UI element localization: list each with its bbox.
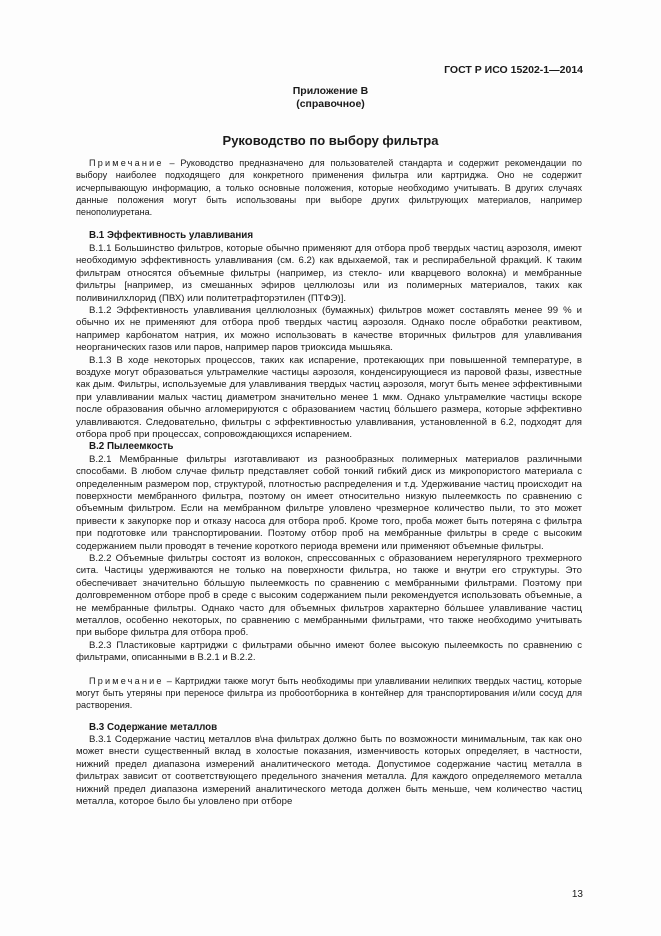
note-1-label: Примечание <box>89 158 164 168</box>
standard-number: ГОСТ Р ИСО 15202-1—2014 <box>444 64 583 76</box>
page-number: 13 <box>571 889 583 900</box>
spacer <box>76 665 582 675</box>
paragraph-b2-1: В.2.1 Мембранные фильтры изготавливают из разнообразных полимерных материалов различными способами. В любом случае фильтр представляет собой тонкий гибкий диск из микропористого материала с определенным размером пор, структурой, плотностью распределения и т.д. Удерживание частиц происходит на поверхности мембранного фильтра, поэтому он имеет относительно низкую пылеемкость по сравнению с объемным фильтром. Если на мембранном фильтре уловлено чрезмерное количество пыли, то это может привести к закупорке пор и отказу насоса для отбора проб. Кроме того, проба может быть потеряна с фильтра при подготовке или транспортировании. Поэтому отбор проб на мембранные фильтры в среде с высоким содержанием пыли проводят в течение короткого периода времени или применяют объемные фильтры. <box>76 453 582 552</box>
note-2 <box>76 675 582 712</box>
paragraph-b1-1: В.1.1 Большинство фильтров, которые обычно применяют для отбора проб твердых частиц аэрозоля, имеют необходимую эффективность улавливания (см. 6.2) как вдыхаемой, так и респирабельной фракций. К таким фильтрам относятся объемные фильтры (например, из стекло- или кварцевого волокна) и мембранные фильтры [например, из смешанных эфиров целлюлозы или из полимерных материалов, таких как поливинилхлорид (ПВХ) или политетрафторэтилен (ПТФЭ)]. <box>76 242 582 304</box>
page-title: Руководство по выбору фильтра <box>222 133 439 148</box>
paragraph-b2-2: В.2.2 Объемные фильтры состоят из волокон, спрессованных с образованием нерегулярного трехмерного сита. Частицы удерживаются не только на поверхности фильтра, но также и внутри его структуры. Это обеспечивает значительно бóльшую пылеемкость по сравнению с мембранными фильтрами. Поэтому при долговременном отборе проб в среде с высоким содержанием пыли рекомендуется использовать объемные, а не мембранные фильтры. Однако часто для объемных фильтров характерно бóльшее улавливание частиц металлов, особенно некоторых, по сравнению с мембранными фильтрами, что также необходимо учитывать при выборе фильтра для отбора проб. <box>76 553 582 639</box>
paragraph-b1-3: В.1.3 В ходе некоторых процессов, таких как испарение, протекающих при повышенной температуре, в воздухе могут образоваться ультрамелкие частицы аэрозоля, конденсирующиеся из паровой фазы, известные как дым. Фильтры, используемые для улавливания твердых частиц аэрозоля, могут быть менее эффективными при улавливании малых частиц диаметром значительно менее 1 мкм. Однако ультрамелкие частицы вскоре после образования обычно агломерируются с образованием частиц бóльшего размера, которые эффективно улавливаются. Следовательно, фильтры с эффективностью улавливания, установленной в 6.2, подходят для отбора проб при процессах, сопровождающихся испарением. <box>76 354 582 440</box>
section-b3-heading: В.3 Содержание металлов <box>89 721 218 733</box>
document-body <box>76 157 582 808</box>
paragraph-b2-3: В.2.3 Пластиковые картриджи с фильтрами обычно имеют более высокую пылеемкость по сравнению с фильтрами, описанными в В.2.1 и В.2.2. <box>76 639 582 664</box>
note-1-text: – Руководство предназначено для пользователей стандарта и содержит рекомендации по выбору наиболее подходящего для конкретного применения фильтра или картриджа. Оно не содержит исчерпывающую информацию, а только основные положения, которые необходимо учитывать. В других случаях данные положения могут быть использованы при выборе других фильтрующих материалов, например пенополиуретана. <box>76 158 582 218</box>
spacer <box>76 218 582 230</box>
appendix-type: (справочное) <box>296 98 365 110</box>
note-2-text: – Картриджи также могут быть необходимы при улавливании нелипких твердых частиц, которые могут быть утеряны при переносе фильтра из пробоотборника в контейнер для транспортирования и/или сосуд для растворения. <box>76 675 582 711</box>
section-b2-heading: В.2 Пылеемкость <box>89 441 174 453</box>
note-2-label: Примечание <box>89 675 164 686</box>
paragraph-b3-1: В.3.1 Содержание частиц металлов в\на фильтрах должно быть по возможности минимальным, так как оно может внести существенный вклад в холостые показания, изменчивость которых определяет, в частности, нижний предел диапазона измерений аналитического метода. Допустимое содержание частиц металла в фильтрах зависит от соответствующего предельного значения металла. Для каждого определяемого металла нижний предел диапазона измерений аналитического метода должен быть меньше, чем количество частиц металла, которое было бы уловлено при отборе <box>76 734 582 808</box>
note-1 <box>76 157 582 218</box>
appendix-title: Приложение В <box>292 85 369 97</box>
spacer <box>76 712 582 722</box>
paragraph-b1-2: В.1.2 Эффективность улавливания целлюлозных (бумажных) фильтров может составлять менее 99 % и обычно их не применяют для отбора проб твердых частиц аэрозоля. Однако после обработки реактивом, например карбонатом натрия, их можно использовать в качестве вторичных фильтров для улавливания неорганических газов или паров, например паров триоксида мышьяка. <box>76 304 582 354</box>
section-b1-heading: В.1 Эффективность улавливания <box>89 230 254 242</box>
